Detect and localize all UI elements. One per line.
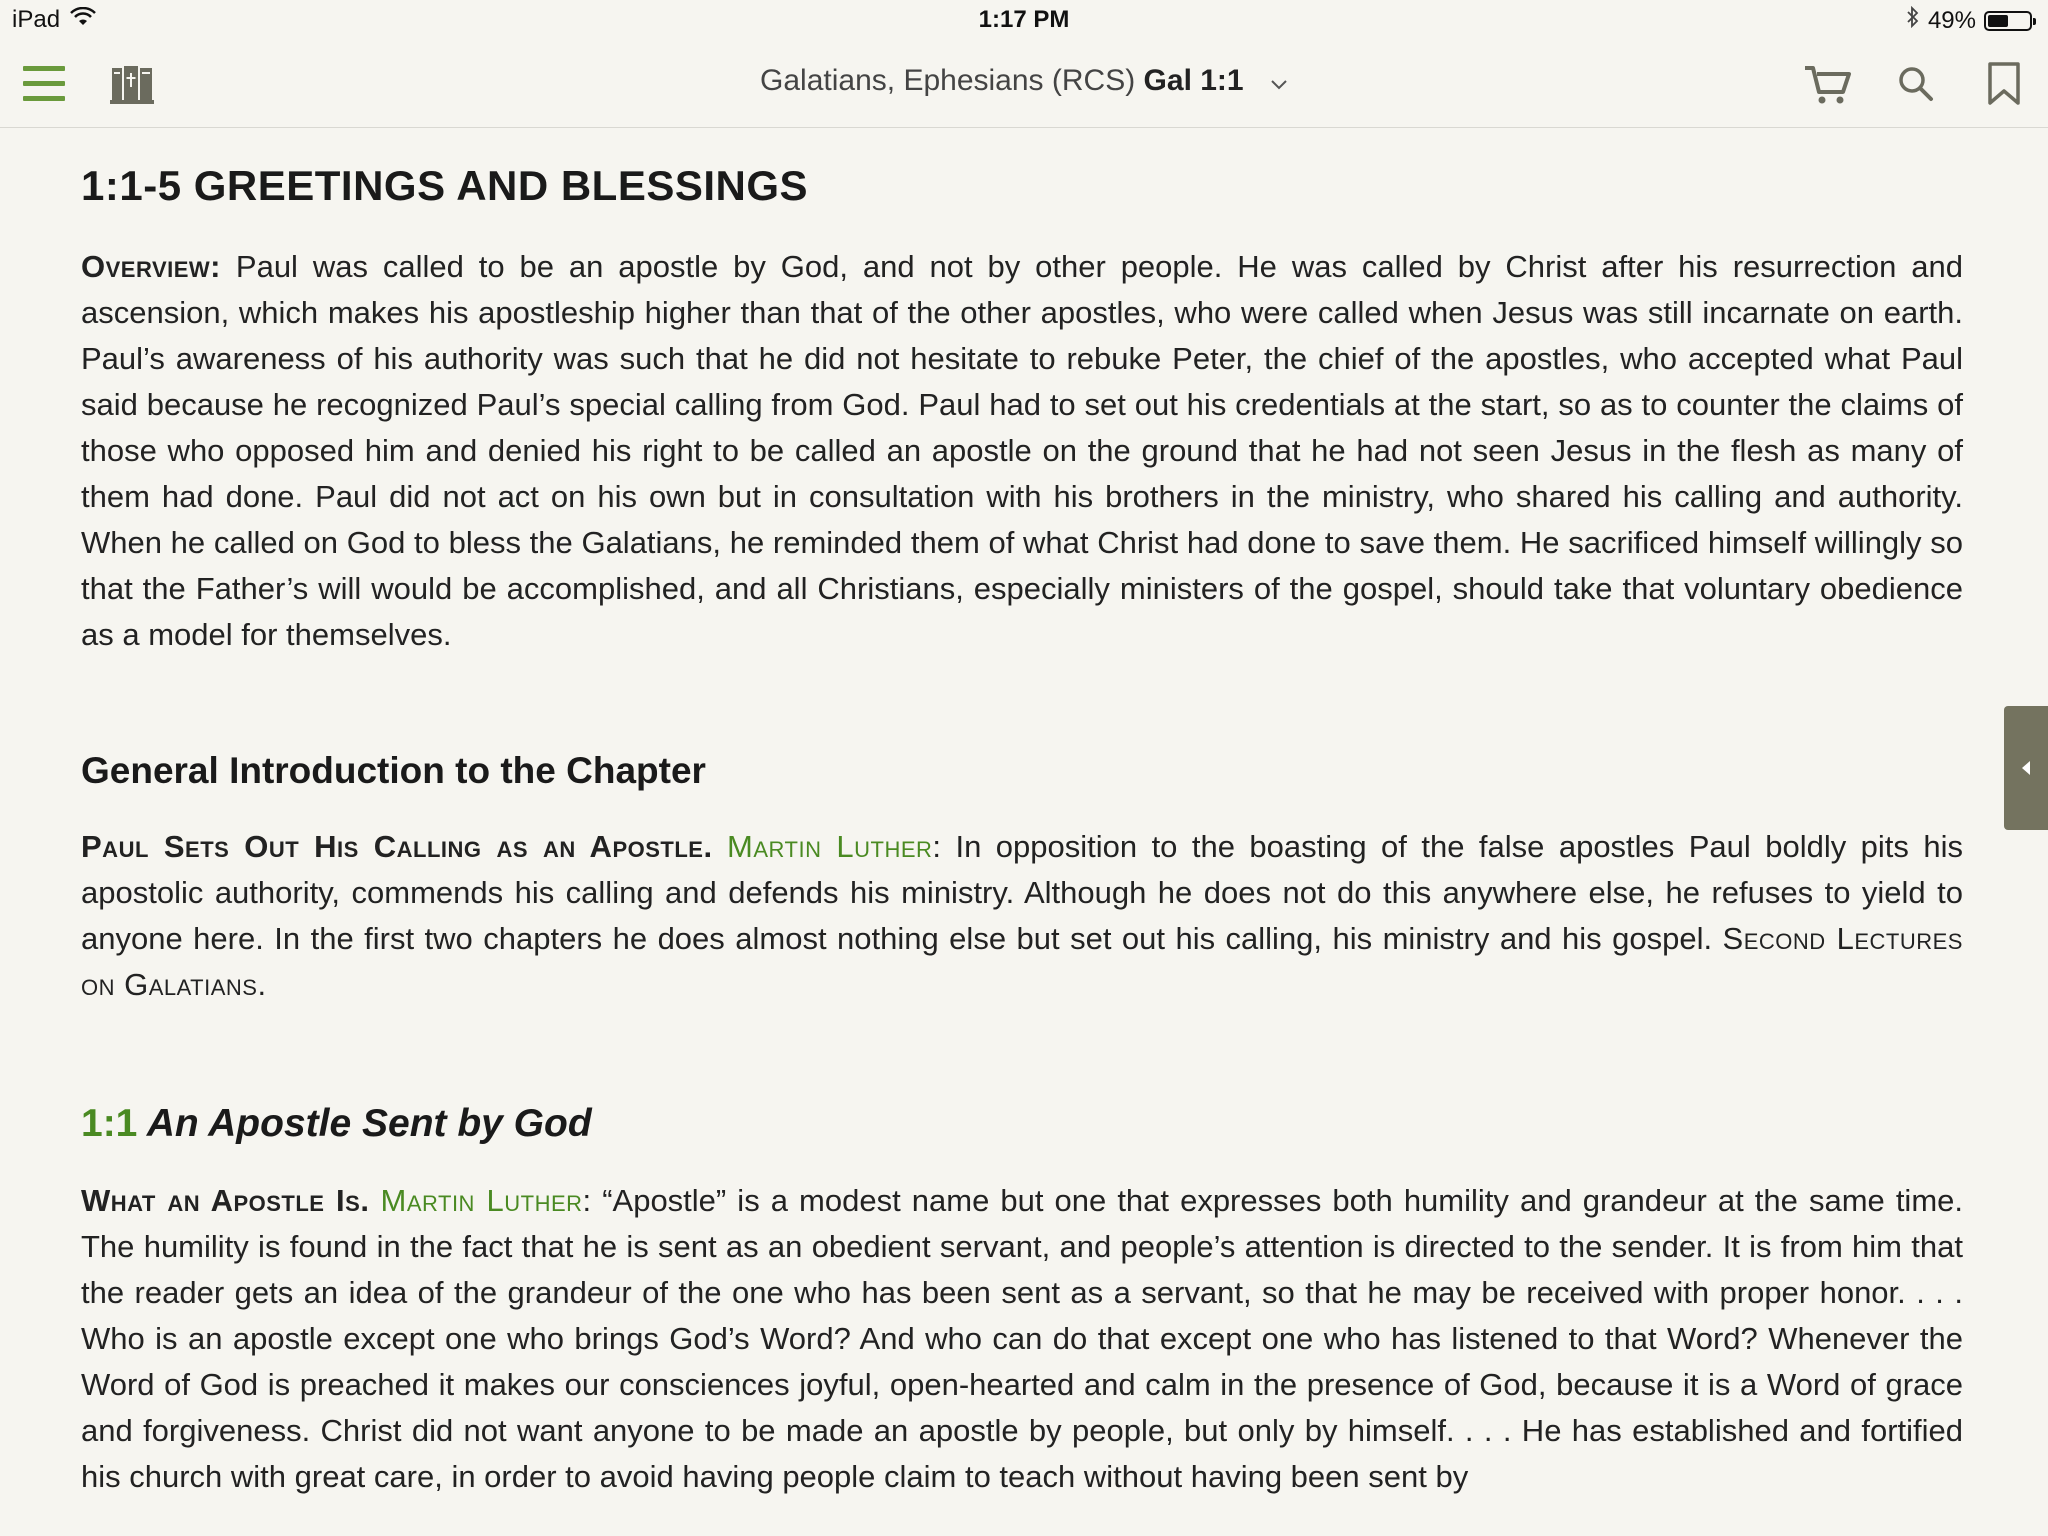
commentary-entry xyxy=(81,1178,1963,1500)
entry-text: : “Apostle” is a modest name but one that expresses both humility and grandeur at the same time. The humility is found in the fact that he is sent as an obedient servant, and people’s attention is directed to the sender. It is from him that the reader gets an idea of the grandeur of the one who has been sent as a servant, so that he may be received with proper honor. . . . Who is an apostle except one who brings God’s Word? And who can do that except one who has listened to that Word? Whenever the Word of God is preached it makes our consciences joyful, open-hearted and calm in the presence of God, because it is a Word of grace and forgiveness. Christ did not want anyone to be made an apostle by people, but only by himself. . . . He has established and fortified his church with great care, in order to avoid having people claim to teach without having been sent by xyxy=(81,1183,1963,1494)
battery-icon xyxy=(1984,11,2032,31)
author-link[interactable]: Martin Luther xyxy=(380,1183,583,1218)
status-right xyxy=(1906,6,2032,35)
document-title: Galatians, Ephesians (RCS) xyxy=(760,64,1136,97)
toolbar xyxy=(0,40,2048,128)
document-title-selector[interactable] xyxy=(0,64,2048,99)
battery-percent: 49% xyxy=(1927,6,1976,34)
cart-icon xyxy=(1803,62,1853,106)
entry-text: : In opposition to the boasting of the false apostles Paul boldly pits his apostolic authority, commends his calling and defends his ministry. Although he does not do this anywhere else, he refuses to yield to anyone here. In the first two chapters he does almost nothing else but set out his calling, his ministry and his gospel. xyxy=(81,829,1963,956)
status-time: 1:17 PM xyxy=(978,6,1070,33)
commentary-entry xyxy=(81,824,1963,1008)
bookmark-button[interactable] xyxy=(1974,54,2034,114)
search-icon xyxy=(1896,64,1936,104)
bluetooth-icon xyxy=(1906,6,1920,35)
search-button[interactable] xyxy=(1886,54,1946,114)
reader-content xyxy=(81,128,1963,1500)
status-bar xyxy=(0,0,2048,40)
side-panel-tab[interactable] xyxy=(2004,706,2048,830)
overview-text: Paul was called to be an apostle by God, and not by other people. He was called by Christ after his resurrection and ascension, which makes his apostleship higher than that of the other apostles, who were called when Jesus was still incarnate on earth. Paul’s awareness of his authority was such that he did not hesitate to rebuke Peter, the chief of the apostles, who accepted what Paul said because he recognized Paul’s special calling from God. Paul had to set out his credentials at the start, so as to counter the claims of those who opposed him and denied his right to be called an apostle on the ground that he had not seen Jesus in the flesh as many of them had done. Paul did not act on his own but in consultation with his brothers in the ministry, who shared his calling and authority. When he called on God to bless the Galatians, he reminded them of what Christ had done to save them. He sacrificed himself willingly so that the Father’s will would be accomplished, and all Christians, especially ministers of the gospel, should take that voluntary obedience as a model for themselves. xyxy=(81,249,1963,652)
chevron-left-icon xyxy=(2019,759,2033,777)
entry-title: Paul Sets Out His Calling as an Apostle. xyxy=(81,829,713,864)
battery-fill xyxy=(1988,15,2008,27)
overview-paragraph xyxy=(81,244,1963,658)
author-link[interactable]: Martin Luther xyxy=(727,829,933,864)
chevron-down-icon xyxy=(1270,65,1288,99)
verse-heading-title: An Apostle Sent by God xyxy=(146,1102,592,1145)
verse-reference-link[interactable]: 1:1 xyxy=(81,1102,138,1145)
bookmark-icon xyxy=(1984,61,2024,107)
store-button[interactable] xyxy=(1798,54,1858,114)
reference-label: Gal 1:1 xyxy=(1143,64,1244,97)
entry-title: What an Apostle Is. xyxy=(81,1183,370,1218)
intro-heading: General Introduction to the Chapter xyxy=(81,750,706,791)
section-heading: 1:1-5 GREETINGS AND BLESSINGS xyxy=(81,162,809,209)
source-citation: Second Lectures on Galatians. xyxy=(81,921,1963,1002)
device-name: iPad xyxy=(12,6,61,33)
verse-heading xyxy=(81,1102,1963,1146)
overview-label: Overview: xyxy=(81,249,221,284)
